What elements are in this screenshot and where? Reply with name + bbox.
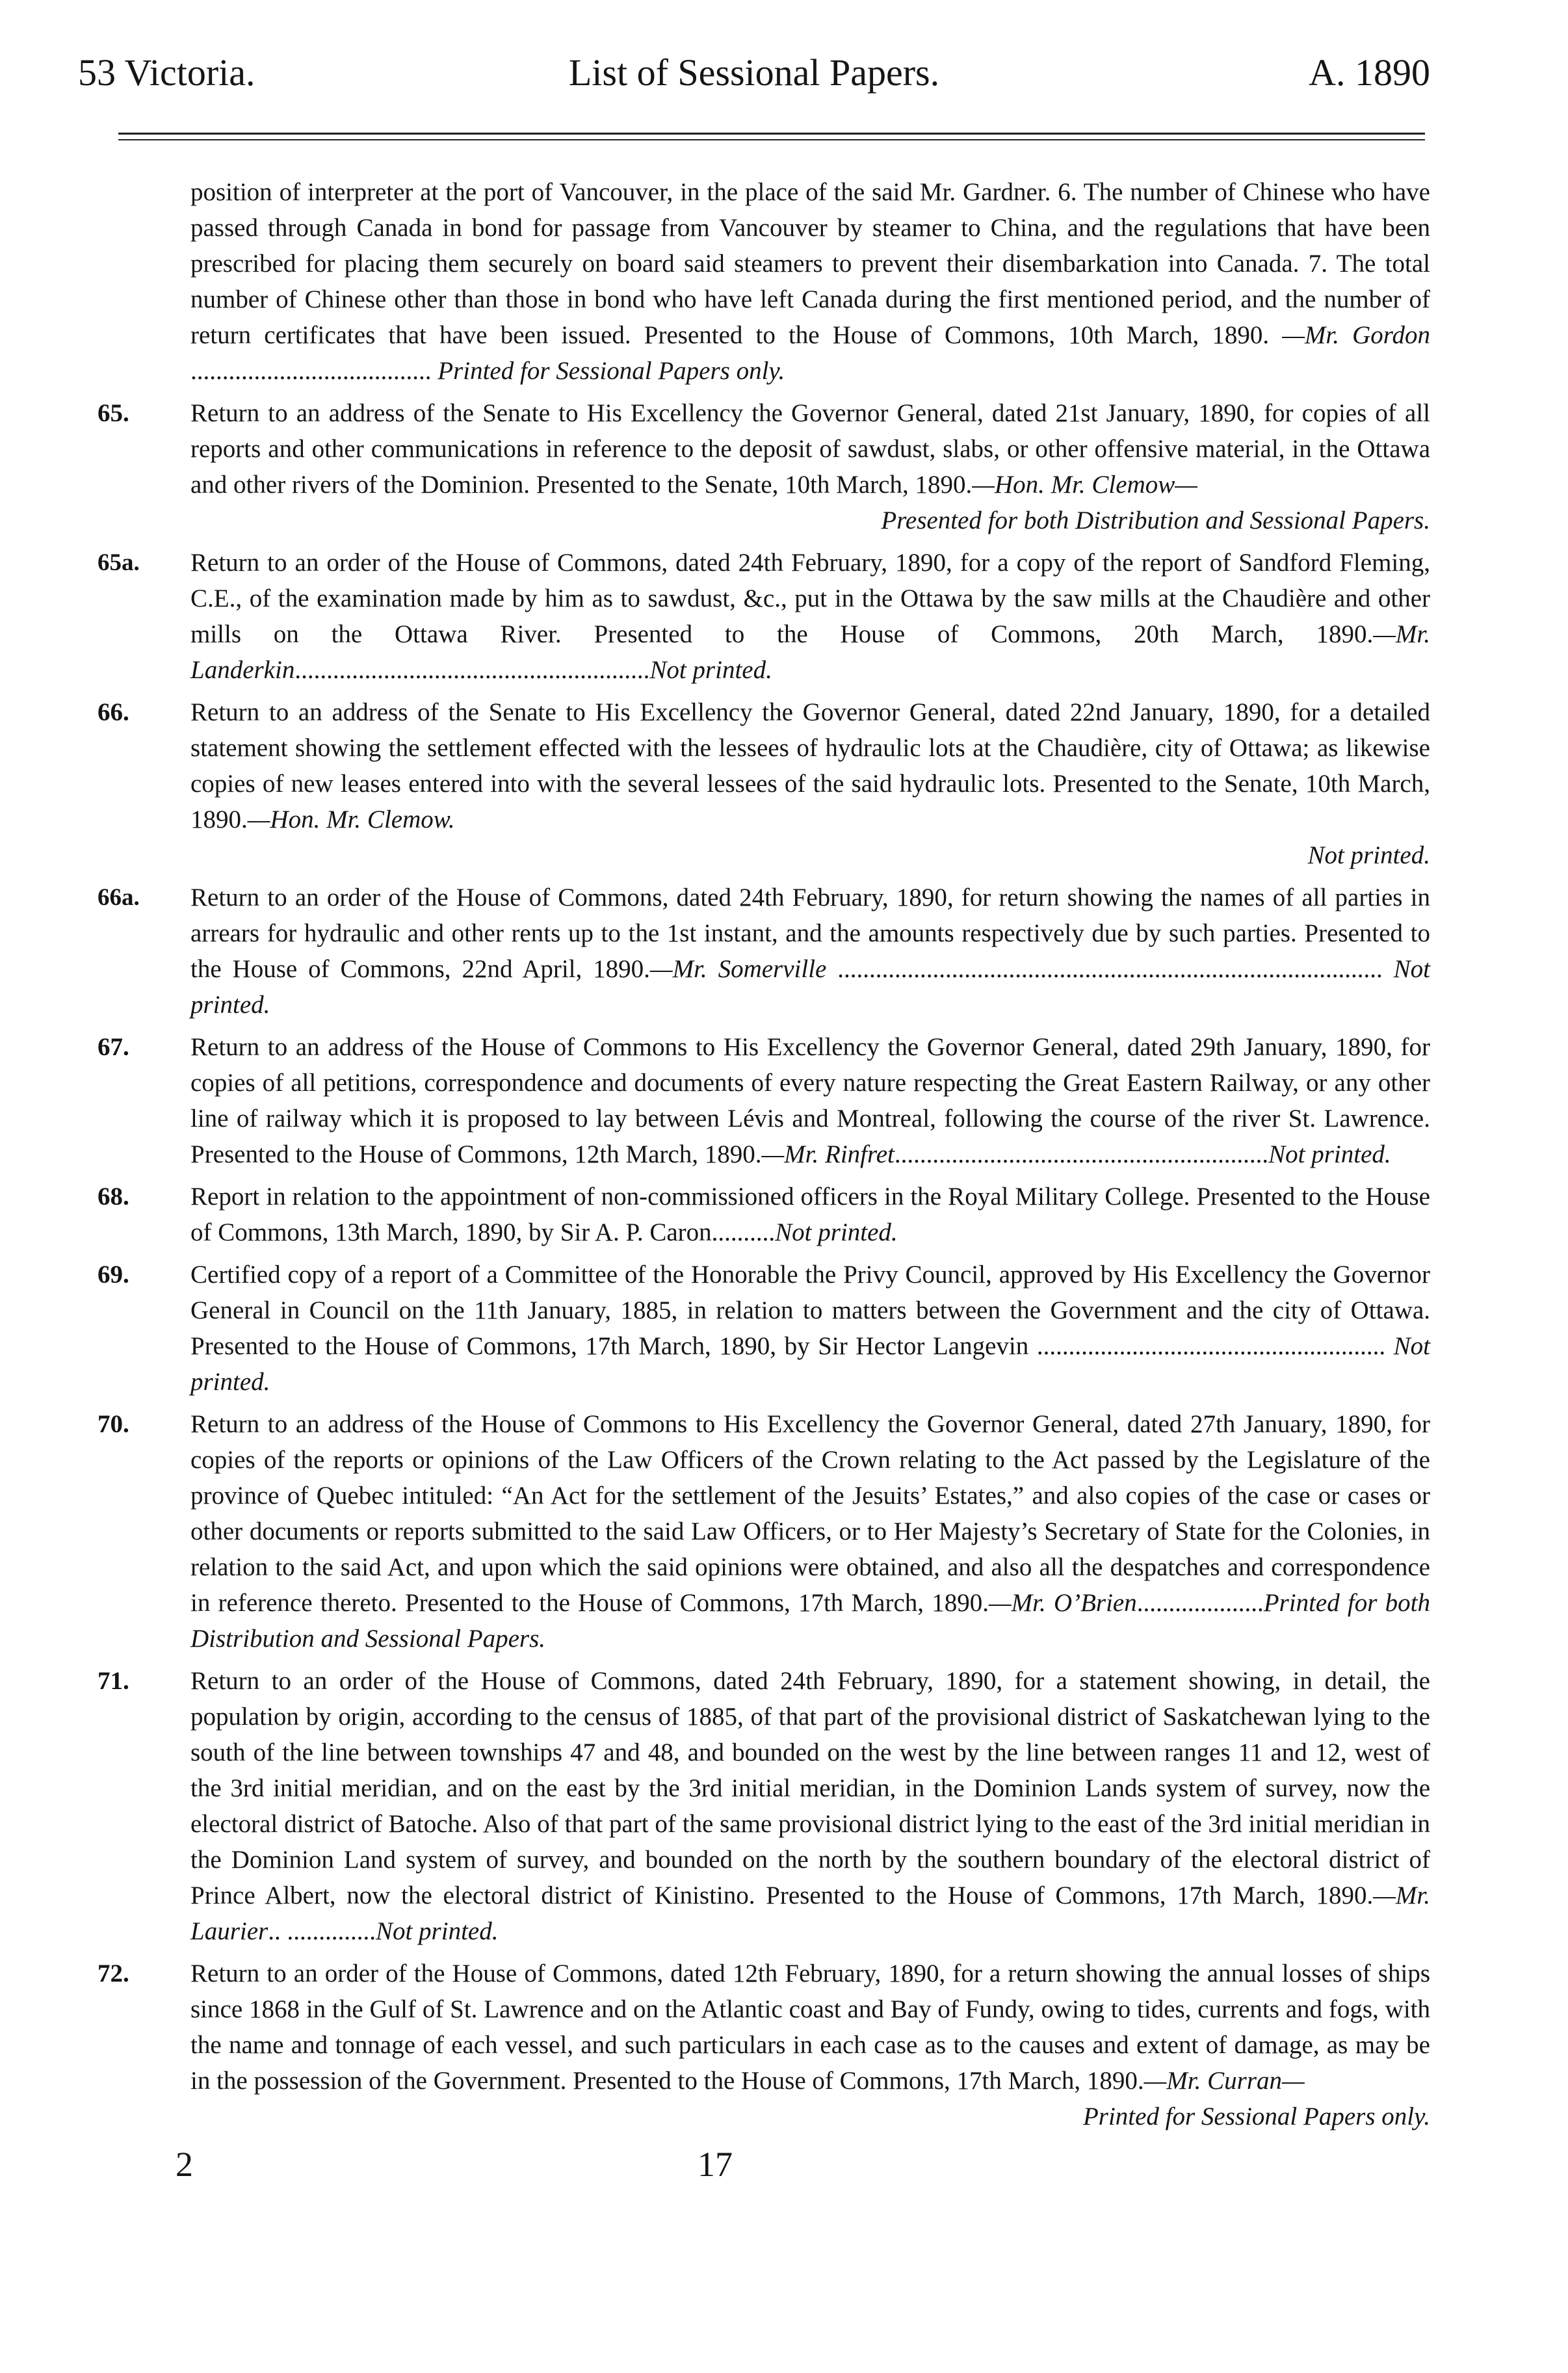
entry-note: Not printed.: [1268, 1140, 1391, 1168]
entry-69: [98, 1257, 1430, 1400]
entry-65a: [98, 545, 1430, 688]
entry-note: Not printed.: [190, 955, 1430, 1019]
entry-leader: .. ..............: [268, 1917, 376, 1945]
continuation-paragraph: [98, 174, 1430, 389]
entry-text: Return to an order of the House of Commons, dated 24th February, 1890, for a copy of the report of Sandford Fleming, C.E., of the examination made by him as to sawdust, &c., put in the Ottawa by the saw mills at the Chaudière and other mills on the Ottawa River. Presented to the House of Commons, 20th March, 1890.: [190, 549, 1430, 648]
entry-text: Return to an order of the House of Commons, dated 12th February, 1890, for a return showing the annual losses of ships since 1868 in the Gulf of St. Lawrence and on the Atlantic coast and Bay of Fundy, owing to tides, currents and fogs, with the name and tonnage of each vessel, and such particulars in each case as to the causes and extent of damage, as may be in the possession of the Government. Presented to the House of Commons, 17th March, 1890.: [190, 1960, 1430, 2095]
entry-text: Return to an address of the House of Commons to His Excellency the Governor General, dated 27th January, 1890, for copies of the reports or opinions of the Law Officers of the Crown relating to the Act passed by the Legislature of the province of Quebec intituled: “An Act for the settlement of the Jesuits’ Estates,” and also copies of the case or cases or other documents or reports submitted to the said Law Officers, or to Her Majesty’s Secretary of State for the Colonies, in relation to the said Act, and upon which the said opinions were obtained, and also all the despatches and correspondence in reference thereto. Presented to the House of Commons, 17th March, 1890.: [190, 1410, 1430, 1617]
entry-note: Printed for both Distribution and Sessional Papers.: [190, 1589, 1430, 1653]
header-regnal-year: 53 Victoria.: [78, 51, 255, 94]
running-header: [78, 51, 1430, 103]
continuation-leader: ......................................: [190, 357, 438, 385]
entry-mover: —Mr. O’Brien: [988, 1589, 1137, 1617]
entry-note: Not printed.: [649, 656, 772, 684]
page-number: 17: [698, 2145, 733, 2184]
entry-leader: ......................................................................................: [826, 955, 1394, 983]
entry-70: [98, 1406, 1430, 1657]
entry-note: Not printed.: [375, 1917, 499, 1945]
entry-mover: —Mr. Landerkin: [190, 620, 1430, 684]
entry-mover: —Mr. Somerville: [649, 955, 827, 983]
entry-text: Return to an order of the House of Commons, dated 24th February, 1890, for a statement showing, in detail, the population by origin, according to the census of 1885, of that part of the provisional district of Saskatchewan lying to the south of the line between townships 47 and 48, and bounded on the west by the line between ranges 11 and 12, west of the 3rd initial meridian, and on the east by the 3rd initial meridian, in the Dominion Lands system of survey, now the electoral district of Batoche. Also of that part of the same provisional district lying to the east of the 3rd initial meridian in the Dominion Land system of survey, and bounded on the north by the southern boundary of the electoral district of Prince Albert, now the electoral district of Kinistino. Presented to the House of Commons, 17th March, 1890.: [190, 1667, 1430, 1909]
entry-66a: [98, 880, 1430, 1023]
entry-66: [98, 694, 1430, 873]
entry-mover: —Mr. Laurier: [190, 1881, 1430, 1945]
entry-72: [98, 1956, 1430, 2134]
entry-65: [98, 395, 1430, 538]
entry-67: [98, 1029, 1430, 1172]
entry-number: 71.: [98, 1667, 129, 1695]
entry-text: Return to an order of the House of Commons, dated 24th February, 1890, for return showing the names of all parties in arrears for hydraulic and other rents up to the 1st instant, and the amounts respectively due by such parties. Presented to the House of Commons, 22nd April, 1890.: [190, 884, 1430, 983]
continuation-text: position of interpreter at the port of Vancouver, in the place of the said Mr. Gardner. 6. The number of Chinese who have passed through Canada in bond for passage from Vancouver by steamer to China, and the regulations that have been prescribed for placing them securely on board said steamers to prevent their disembarkation into Canada. 7. The total number of Chinese other than those in bond who have left Canada during the first mentioned period, and the number of return certificates that have been issued. Presented to the House of Commons, 10th March, 1890.: [190, 178, 1430, 349]
entry-mover: —Hon. Mr. Clemow.: [247, 806, 455, 833]
entry-text: Return to an address of the Senate to His Excellency the Governor General, dated 21st January, 1890, for copies of all reports and other communications in reference to the deposit of sawdust, slabs, or other offensive material, in the Ottawa and other rivers of the Dominion. Presented to the Senate, 10th March, 1890.: [190, 399, 1430, 499]
header-title: List of Sessional Papers.: [568, 51, 940, 94]
entry-leader: ........................................................: [294, 656, 650, 684]
entry-text: Return to an address of the Senate to His Excellency the Governor General, dated 22nd January, 1890, for a detailed statement showing the settlement effected with the lessees of hydraulic lots at the Chaudière, city of Ottawa; as likewise copies of new leases entered into with the several lessees of the said hydraulic lots. Presented to the Senate, 10th March, 1890.: [190, 698, 1430, 833]
entry-leader: .......................................................: [1028, 1332, 1394, 1360]
entry-leader: ..........: [711, 1218, 776, 1246]
entry-number: 69.: [98, 1261, 129, 1289]
entry-text: Report in relation to the appointment of non-commissioned officers in the Royal Military College. Presented to the House of Commons, 13th March, 1890, by Sir A. P. Caron: [190, 1183, 1430, 1246]
header-year: A. 1890: [1309, 51, 1430, 94]
entry-number: 70.: [98, 1410, 129, 1438]
entry-number: 66.: [98, 698, 129, 726]
sessional-papers-list: [98, 174, 1430, 2141]
continuation-mover: —Mr. Gordon: [1282, 321, 1431, 349]
entry-number: 68.: [98, 1183, 129, 1211]
entry-text: Certified copy of a report of a Committee of the Honorable the Privy Council, approved by His Excellency the Governor General in Council on the 11th January, 1885, in relation to matters between the Government and the city of Ottawa. Presented to the House of Commons, 17th March, 1890, by Sir Hector Langevin: [190, 1261, 1430, 1360]
entry-number: 72.: [98, 1960, 129, 1987]
continuation-note: Printed for Sessional Papers only.: [438, 357, 785, 385]
page-footer: [98, 2144, 1430, 2196]
entry-note: Printed for Sessional Papers only.: [1082, 2103, 1430, 2130]
entry-number: 67.: [98, 1033, 129, 1061]
entry-number: 65a.: [98, 549, 140, 576]
entry-note: Not printed.: [775, 1218, 898, 1246]
entry-71: [98, 1663, 1430, 1949]
entry-note: Not printed.: [190, 1332, 1431, 1396]
sheet-number: 2: [176, 2145, 193, 2184]
entry-note: Presented for both Distribution and Sessional Papers.: [881, 506, 1430, 534]
entry-68: [98, 1179, 1430, 1250]
entry-note: Not printed.: [1307, 841, 1430, 869]
header-rule-thin: [118, 139, 1425, 140]
entry-number: 65.: [98, 399, 129, 427]
header-rule: [118, 133, 1425, 135]
entry-leader: ....................: [1136, 1589, 1264, 1617]
entry-leader: ...........................................................: [894, 1140, 1269, 1168]
entry-number: 66a.: [98, 884, 140, 911]
entry-mover: —Mr. Curran—: [1143, 2067, 1305, 2095]
entry-text: Return to an address of the House of Commons to His Excellency the Governor General, dated 29th January, 1890, for copies of all petitions, correspondence and documents of every nature respecting the Great Eastern Railway, or any other line of railway which it is proposed to lay between Lévis and Montreal, following the course of the river St. Lawrence. Presented to the House of Commons, 12th March, 1890.: [190, 1033, 1430, 1168]
entry-mover: —Hon. Mr. Clemow—: [972, 471, 1197, 499]
entry-mover: —Mr. Rinfret: [761, 1140, 895, 1168]
